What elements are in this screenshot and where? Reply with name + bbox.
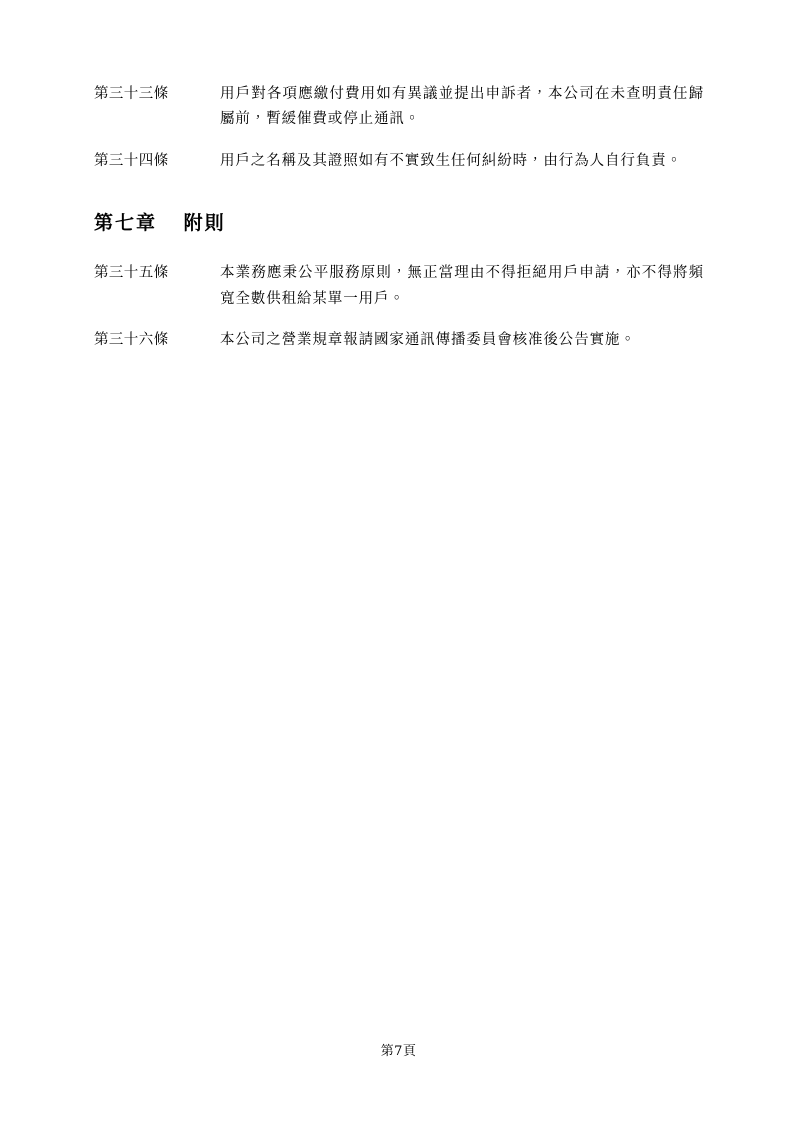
article-text: 本業務應秉公平服務原則，無正當理由不得拒絕用戶申請，亦不得將頻寬全數供租給某單一用戶。 [220,265,704,307]
article-label: 第三十三條 [94,86,169,102]
article-text: 用戶之名稱及其證照如有不實致生任何糾紛時，由行為人自行負責。 [220,152,682,169]
article-label: 第三十四條 [94,152,169,169]
article-text: 用戶對各項應繳付費用如有異議並提出申訴者，本公司在未查明責任歸屬前，暫緩催費或停止通訊。 [220,86,704,128]
page-content [94,82,704,369]
article-text: 本公司之營業規章報請國家通訊傳播委員會核准後公告實施。 [220,331,636,348]
article-label: 第三十五條 [94,265,169,282]
article-block [94,149,704,174]
chapter-number: 第七章 [94,212,158,235]
article-block [94,261,704,312]
chapter-title: 附則 [183,212,226,235]
article-block [94,82,704,133]
article-block [94,328,704,353]
page-number: 第7頁 [380,1044,417,1059]
chapter-heading [94,208,704,235]
page-footer [0,1040,797,1059]
article-label: 第三十六條 [94,331,169,348]
